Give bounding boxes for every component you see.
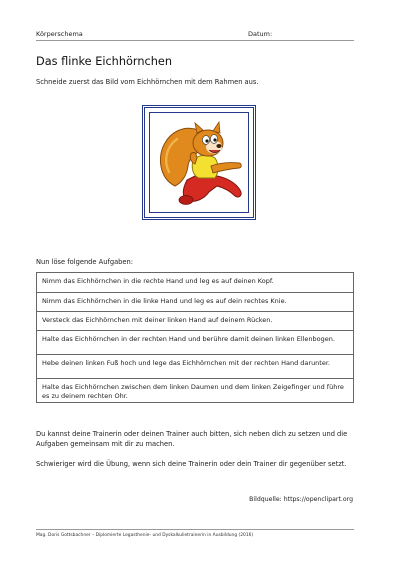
task-item: Nimm das Eichhörnchen in die rechte Hand und leg es auf deinen Kopf. [42, 277, 274, 285]
task-item: Hebe deinen linken Fuß hoch und lege das Eichhörnchen mit der rechten Hand darunter. [37, 354, 353, 378]
paragraph-harder: Schwieriger wird die Übung, wenn sich deine Trainerin oder dein Trainer dir gegenüber setzt. [36, 460, 347, 468]
image-credit: Bildquelle: https://openclipart.org [249, 496, 353, 503]
page-header [36, 30, 354, 41]
task-list [36, 272, 354, 403]
intro-text: Schneide zuerst das Bild vom Eichhörnchen mit dem Rahmen aus. [36, 78, 259, 86]
image-frame [142, 105, 256, 220]
task-item: Versteck das Eichhörnchen mit deiner linken Hand auf deinem Rücken. [37, 311, 353, 330]
paragraph-trainer: Du kannst deine Trainerin oder deinen Trainer auch bitten, sich neben dich zu setzen und die Aufgaben gemeinsam mit dir zu machen. [36, 430, 348, 448]
task-lead: Nun löse folgende Aufgaben: [36, 258, 134, 266]
page-footer: Mag. Doris Gottsbachner – Diplomierte Legasthenie- und Dyskalkulietrainerin in Ausbildung (2016) [36, 529, 354, 538]
task-item: Nimm das Eichhörnchen in die linke Hand und leg es auf dein rechtes Knie. [37, 292, 353, 311]
task-item: Halte das Eichhörnchen zwischen dem linken Daumen und dem linken Zeigefinger und führe es zu deinem rechten Ohr. [37, 378, 353, 402]
header-topic: Körperschema [36, 30, 83, 38]
header-date-label: Datum: [248, 30, 273, 38]
squirrel-illustration [153, 116, 245, 209]
task-item: Halte das Eichhörnchen in der rechten Hand und berühre damit deinen linken Ellenbogen. [37, 330, 353, 354]
page-title: Das flinke Eichhörnchen [36, 55, 172, 68]
